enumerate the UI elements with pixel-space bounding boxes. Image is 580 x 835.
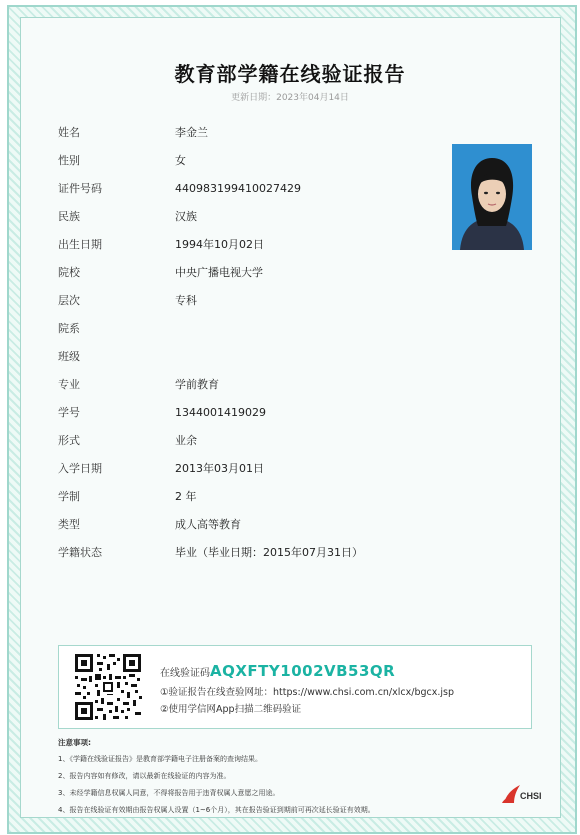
student-info [58,122,438,570]
chsi-logo [500,783,550,805]
field-value: 成人高等教育 [175,518,241,531]
field-label: 证件号码 [58,182,102,195]
field-label: 出生日期 [58,238,102,251]
field-row [58,150,438,178]
verification-code-line [160,662,395,680]
field-row [58,206,438,234]
note-item: 1、《学籍在线验证报告》是教育部学籍电子注册备案的查询结果。 [58,755,262,763]
verification-app-line: ②使用学信网App扫描二维码验证 [160,704,302,715]
chsi-logo-icon [500,783,522,805]
field-row [58,430,438,458]
field-value: 汉族 [175,210,197,223]
field-value: 1994年10月02日 [175,238,264,251]
field-row [58,318,438,346]
notes-title: 注意事项: [58,738,91,747]
field-row [58,290,438,318]
update-date: 更新日期：2023年04月14日 [231,93,349,103]
field-value: 中央广播电视大学 [175,266,263,279]
field-value: 李金兰 [175,126,208,139]
verification-box [58,645,532,729]
field-row [58,346,438,374]
field-label: 层次 [58,294,80,307]
field-value: 专科 [175,294,197,307]
student-photo [452,144,532,250]
field-row [58,458,438,486]
field-label: 专业 [58,378,80,391]
field-label: 学号 [58,406,80,419]
field-label: 类型 [58,518,80,531]
field-value: 学前教育 [175,378,219,391]
verification-code: AQXFTY1002VB53QR [210,662,396,680]
field-label: 形式 [58,434,80,447]
field-value: 2013年03月01日 [175,462,264,475]
verification-code-label: 在线验证码 [160,668,210,679]
field-label: 学籍状态 [58,546,102,559]
field-row [58,234,438,262]
chsi-logo-text: CHSI [520,791,542,801]
field-row [58,374,438,402]
qr-code-icon[interactable] [73,652,143,722]
field-row [58,122,438,150]
field-label: 院系 [58,322,80,335]
field-value: 业余 [175,434,197,447]
field-row [58,514,438,542]
note-item: 3、未经学籍信息权属人同意，不得将报告用于违背权属人意愿之用途。 [58,789,280,797]
field-row [58,402,438,430]
field-label: 入学日期 [58,462,102,475]
field-value: 毕业（毕业日期：2015年07月31日） [175,546,363,559]
notes-section [58,737,375,822]
field-row [58,542,438,570]
note-item: 2、报告内容如有修改，请以最新在线验证的内容为准。 [58,772,231,780]
note-item: 4、报告在线验证有效期由报告权属人设置（1~6个月），其在报告验证到期前可再次延长验证有效期。 [58,806,375,814]
field-value: 2 年 [175,490,197,503]
field-label: 民族 [58,210,80,223]
field-value: 440983199410027429 [175,182,301,195]
field-label: 院校 [58,266,80,279]
field-label: 学制 [58,490,80,503]
field-row [58,178,438,206]
verification-url-line: ①验证报告在线查验网址：https://www.chsi.com.cn/xlcx/bgcx.jsp [160,687,454,698]
report-title: 教育部学籍在线验证报告 [174,62,406,86]
field-label: 班级 [58,350,80,363]
field-label: 性别 [58,154,80,167]
field-value: 1344001419029 [175,406,266,419]
field-value: 女 [175,154,186,167]
field-row [58,486,438,514]
field-row [58,262,438,290]
portrait-image [452,144,532,250]
field-label: 姓名 [58,126,80,139]
